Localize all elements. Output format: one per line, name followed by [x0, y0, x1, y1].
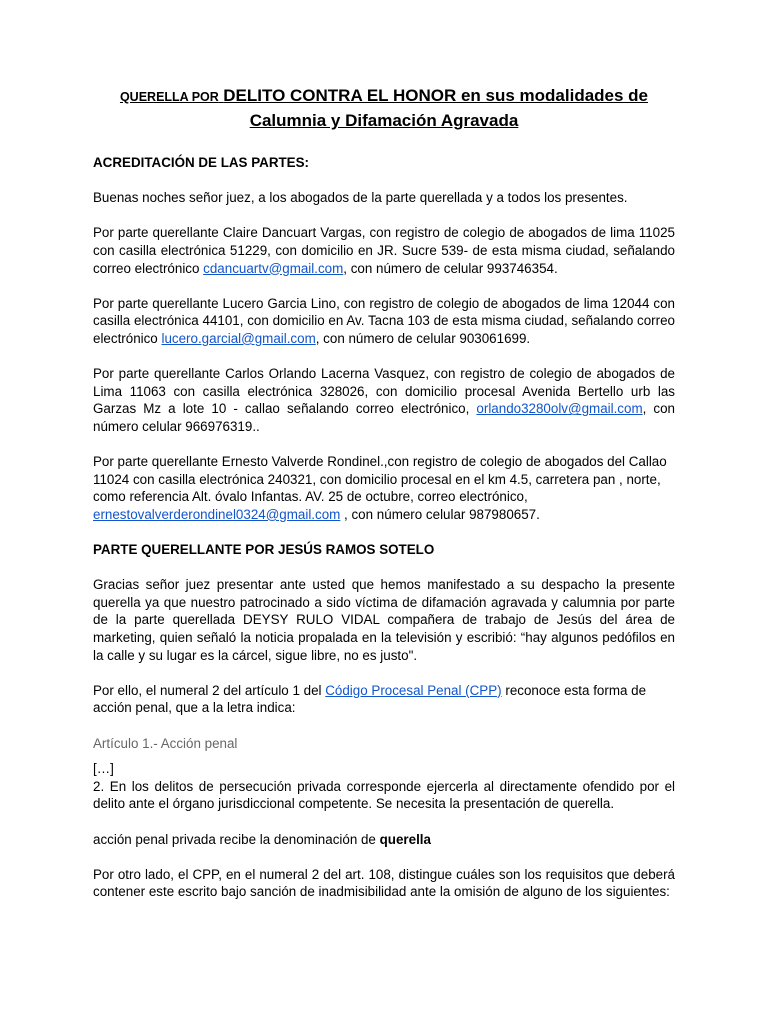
party-3-email-link[interactable]: orlando3280olv@gmail.com: [476, 401, 643, 417]
title-main-line2: Calumnia y Difamación Agravada: [249, 111, 519, 130]
party-4-text: Por parte querellante Ernesto Valverde Rondinel.,con registro de colegio de abogados del Callao 11024 con casilla electrónica 240321, con domicilio procesal en el km 4.5, carretera pan , norte, como referencia Alt. óvalo Infantas. AV. 25 de octubre, correo electrónico,: [93, 454, 667, 505]
article-ellipsis: […]: [93, 761, 114, 777]
denomination-paragraph: [93, 831, 675, 849]
intro-paragraph: Gracias señor juez presentar ante usted que hemos manifestado a su despacho la presente querella ya que nuestro patrocinado a sido víctima de difamación agravada y calumnia por parte de la parte querellada DEYSY RULO VIDAL compañera de trabajo de Jesús del área de marketing, quien señaló la noticia propalada en la televisión y escribió: “hay algunos pedófilos en la calle y su lugar es la cárcel, sigue libre, no es justo".: [93, 577, 675, 663]
party-paragraph-1: [93, 224, 675, 277]
cpp-after: reconoce esta forma de acción penal, que a la letra indica:: [93, 682, 647, 716]
closing-paragraph: Por otro lado, el CPP, en el numeral 2 del art. 108, distingue cuáles son los requisitos que deberá contener este escrito bajo sanción de inadmisibilidad ante la omisión de alguno de los siguientes:: [93, 866, 675, 900]
party-4-email-link[interactable]: ernestovalverderondinel0324@gmail.com: [93, 506, 341, 522]
party-4-tail: , con número celular 987980657.: [340, 506, 540, 522]
section-heading-accreditation: ACREDITACIÓN DE LAS PARTES:: [93, 155, 309, 170]
denomination-text: acción penal privada recibe la denominación de: [93, 831, 380, 847]
section-heading-plaintiff: PARTE QUERELLANTE POR JESÚS RAMOS SOTELO: [93, 542, 435, 558]
party-2-email-link[interactable]: lucero.garcial@gmail.com: [161, 330, 316, 346]
greeting-paragraph: Buenas noches señor juez, a los abogados de la parte querellada y a todos los presentes.: [93, 190, 628, 206]
party-2-tail: , con número de celular 903061699.: [315, 330, 531, 346]
cpp-link[interactable]: Código Procesal Penal (CPP): [325, 682, 502, 698]
party-1-email-link[interactable]: cdancuartv@gmail.com: [203, 260, 344, 276]
document-title: [93, 84, 675, 134]
title-main-line1: DELITO CONTRA EL HONOR en sus modalidades de: [223, 86, 649, 105]
cpp-paragraph: [93, 682, 675, 717]
article-title: Artículo 1.- Acción penal: [93, 735, 238, 751]
party-1-tail: , con número de celular 993746354.: [343, 260, 558, 276]
party-paragraph-3: [93, 365, 675, 435]
party-3-text: Por parte querellante Carlos Orlando Lacerna Vasquez, con registro de colegio de abogados de Lima 11063 con casilla electrónica 328026, con domicilio procesal Avenida Bertello urb las Garzas Mz a lote 10 - callao señalando correo electrónico,: [93, 366, 675, 417]
denomination-bold: querella: [379, 831, 431, 847]
article-text: 2. En los delitos de persecución privada corresponde ejercerla al directamente ofendido por el delito ante el órgano jurisdiccional competente. Se necesita la presentación de querella.: [93, 778, 675, 812]
party-paragraph-4: [93, 453, 675, 523]
cpp-before: Por ello, el numeral 2 del artículo 1 del: [93, 682, 326, 698]
party-2-text: Por parte querellante Lucero Garcia Lino, con registro de colegio de abogados de lima 12044 con casilla electrónica 44101, con domicilio en Av. Tacna 103 de esta misma ciudad, señalando correo electrónico: [93, 295, 675, 346]
title-prefix: QUERELLA POR: [119, 90, 219, 104]
party-paragraph-2: [93, 295, 675, 348]
party-3-tail: , con número celular 966976319..: [93, 401, 675, 434]
party-1-text: Por parte querellante Claire Dancuart Vargas, con registro de colegio de abogados de lima 11025 con casilla electrónica 51229, con domicilio en JR. Sucre 539- de esta misma ciudad, señalando correo electrónico: [93, 225, 675, 276]
